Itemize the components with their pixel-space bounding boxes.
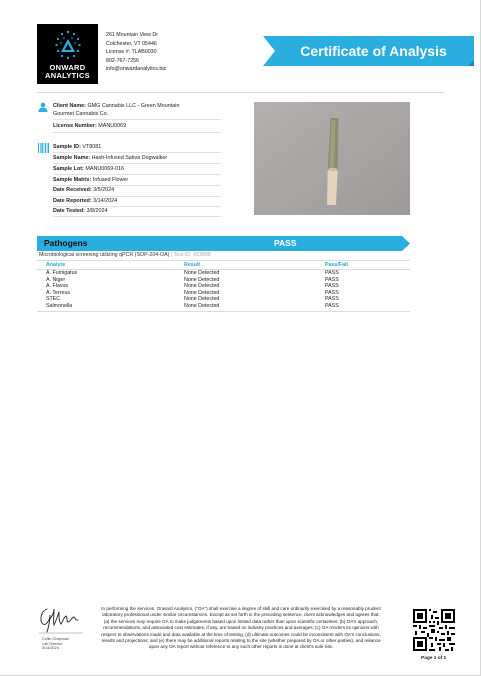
page-title: Certificate of Analysis bbox=[300, 43, 447, 59]
test-id: | Test ID: #23898 bbox=[169, 252, 211, 258]
date-reported-row bbox=[53, 198, 117, 205]
divider bbox=[53, 119, 221, 120]
pathogens-label: Pathogens bbox=[44, 238, 88, 248]
col-result: Result bbox=[184, 262, 201, 268]
analyte-cell: A. Fumigatus bbox=[46, 270, 78, 276]
status-cell: PASS bbox=[325, 283, 339, 289]
pathogens-result: PASS bbox=[274, 238, 297, 248]
table-top-rule bbox=[37, 260, 410, 261]
date-tested-row bbox=[53, 208, 107, 215]
divider bbox=[53, 185, 221, 186]
client-name-value: GMG Cannabis LLC - Green Mountain bbox=[87, 103, 180, 109]
lab-license: License #: TLAB0030 bbox=[106, 49, 157, 56]
status-cell: PASS bbox=[325, 302, 339, 309]
date-reported-label: Date Reported: bbox=[53, 198, 92, 204]
sample-name-label: Sample Name: bbox=[53, 155, 91, 161]
sample-lot-row bbox=[53, 166, 124, 173]
client-name-row-2 bbox=[53, 111, 108, 118]
analyte-cell: Salmonella bbox=[46, 302, 73, 309]
status-cell: PASS bbox=[325, 296, 339, 302]
sample-name-value: Hash-Infused Sativa Dogwalker bbox=[91, 155, 168, 161]
result-cell: None Detected bbox=[184, 296, 220, 302]
sample-photo bbox=[254, 102, 410, 215]
logo-text-onward: ONWARD bbox=[49, 63, 86, 72]
sample-matrix-row bbox=[53, 177, 128, 184]
divider bbox=[53, 196, 221, 197]
analyte-cell: A. Terreus bbox=[46, 289, 71, 296]
license-value: MANU0069 bbox=[98, 123, 127, 129]
date-tested-value: 3/8/2024 bbox=[86, 208, 108, 214]
result-cell: None Detected bbox=[184, 302, 220, 309]
lab-city: Colchester, VT 05446 bbox=[106, 40, 157, 47]
signatory-date: 3/14/2024 bbox=[42, 646, 59, 651]
signatory-name: Collin Chapman bbox=[42, 637, 70, 641]
date-received-value: 3/5/2024 bbox=[93, 187, 115, 193]
client-name-label: Client Name: bbox=[53, 103, 86, 109]
sample-lot-label: Sample Lot: bbox=[53, 166, 84, 172]
signatory-title: Lab Director bbox=[42, 641, 63, 646]
method-line bbox=[39, 252, 211, 258]
user-icon bbox=[38, 102, 48, 112]
license-row bbox=[53, 123, 126, 130]
title-banner bbox=[263, 36, 474, 66]
divider bbox=[53, 132, 221, 133]
table-header-rule bbox=[37, 269, 410, 270]
divider bbox=[53, 152, 221, 153]
result-cell: None Detected bbox=[184, 289, 220, 296]
pathogens-header bbox=[37, 236, 410, 251]
status-cell: PASS bbox=[325, 276, 339, 283]
col-pass-fail: Pass/Fail bbox=[325, 262, 348, 268]
result-cell: None Detected bbox=[184, 276, 220, 283]
sample-lot-value: MANU0069-016 bbox=[85, 166, 125, 172]
signatory-block bbox=[42, 637, 69, 651]
sample-name-row bbox=[53, 155, 167, 162]
col-analyte: Analyte bbox=[46, 262, 66, 268]
signature-image bbox=[37, 603, 85, 635]
lab-address bbox=[106, 31, 166, 74]
logo-text-analytics: ANALYTICS bbox=[45, 71, 90, 80]
lab-phone: 802-767-7256 bbox=[106, 57, 139, 64]
divider bbox=[53, 216, 221, 217]
divider bbox=[53, 206, 221, 207]
date-received-label: Date Received: bbox=[53, 187, 92, 193]
divider bbox=[53, 174, 221, 175]
lab-email: info@onwardanalytics.biz bbox=[106, 66, 167, 73]
sample-id-row bbox=[53, 144, 101, 151]
client-name-row bbox=[53, 103, 179, 110]
analyte-cell: A. Niger bbox=[46, 276, 66, 283]
page-number: Page 1 of 1 bbox=[421, 656, 447, 661]
disclaimer-text: In performing the services, Onward Analytics, ("OA") shall exercise a degree of skill and care ordinarily exercised by a reasonably prudent laboratory professional under similar circumstances. Except as set forth in the preceding sentence, client acknowledges and agrees that: (a) the services may require OA to make judgements based upon limited data rather than upon scientific certainties; (b) OA's approach, recommendations, and associated cost estimates, if any, are based on industry practices and averages; (c) OA renders its opinions with respect to observations made and data available at the time of testing; (d) ultimate outcomes could be inconsistent with OA's conclusions, results and projections; and (e) there may be additional reports relating to the site (whether prepared by OA or other parties), and reliance upon any OA report without reference to any such other reports is done at client's sole risk. bbox=[101, 606, 381, 650]
method-text: Microbiological screening utilizing qPCR (SOP-204-OA) bbox=[39, 252, 170, 258]
logo-mark-icon bbox=[55, 30, 81, 60]
result-cell: None Detected bbox=[184, 270, 220, 276]
table-bottom-rule bbox=[37, 311, 410, 312]
pathogens-bar-shape bbox=[37, 236, 410, 251]
status-cell: PASS bbox=[325, 270, 339, 276]
onward-analytics-logo bbox=[37, 24, 98, 84]
result-cell: None Detected bbox=[184, 283, 220, 289]
status-cell: PASS bbox=[325, 289, 339, 296]
sample-matrix-value: Infused Flower bbox=[92, 177, 129, 183]
sample-matrix-label: Sample Matrix: bbox=[53, 177, 92, 183]
barcode-icon bbox=[38, 143, 49, 153]
sample-id-value: VT8081 bbox=[82, 144, 102, 150]
header-divider bbox=[37, 92, 444, 93]
client-name-value-2: Gourmet Cannabis Co. bbox=[53, 111, 109, 117]
date-reported-value: 3/14/2024 bbox=[93, 198, 118, 204]
divider bbox=[53, 163, 221, 164]
license-label: License Number: bbox=[53, 123, 97, 129]
date-tested-label: Date Tested: bbox=[53, 208, 85, 214]
lab-street: 261 Mountain View Dr bbox=[106, 32, 159, 38]
date-received-row bbox=[53, 187, 114, 194]
sample-id-label: Sample ID: bbox=[53, 144, 81, 150]
analyte-cell: STEC bbox=[46, 296, 61, 302]
qr-code-icon[interactable] bbox=[413, 609, 455, 651]
analyte-cell: A. Flavus bbox=[46, 283, 69, 289]
pre-roll-image bbox=[254, 102, 410, 215]
